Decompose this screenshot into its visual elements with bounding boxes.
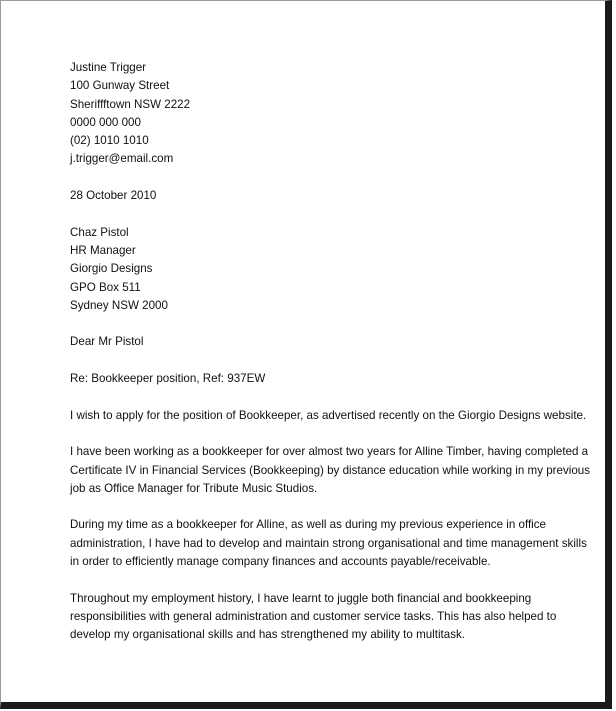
sender-address	[70, 59, 556, 169]
paragraph-line: During my time as a bookkeeper for Alline, as well as during my previous experience in office	[70, 518, 547, 532]
paragraph-line: job as Office Manager for Tribute Music Studios.	[70, 481, 318, 495]
recipient-city: Sydney NSW 2000	[70, 298, 168, 312]
recipient-name: Chaz Pistol	[70, 225, 129, 239]
letter-date: 28 October 2010	[70, 189, 157, 203]
letter-date-block	[70, 187, 556, 205]
sender-name: Justine Trigger	[70, 61, 147, 74]
salutation: Dear Mr Pistol	[70, 335, 144, 349]
cover-letter	[70, 59, 591, 663]
recipient-address	[70, 224, 556, 315]
subject-line: Re: Bookkeeper position, Ref: 937EW	[70, 372, 266, 386]
paragraph-line: I wish to apply for the position of Bookkeeper, as advertised recently on the Giorgio Designs website.	[70, 408, 587, 422]
recipient-po-box: GPO Box 511	[70, 280, 141, 294]
sender-city: Sheriffftown NSW 2222	[70, 97, 191, 111]
sender-phone: (02) 1010 1010	[70, 134, 149, 148]
sender-street: 100 Gunway Street	[70, 79, 170, 93]
paragraph-line: administration, I have had to develop and maintain strong organisational and time management skills	[70, 536, 587, 550]
recipient-company: Giorgio Designs	[70, 262, 153, 276]
salutation-block	[70, 333, 556, 351]
paragraph-line: Certificate IV in Financial Services (Bookkeeping) by distance education while working in my previous	[70, 463, 591, 477]
subject-block	[70, 370, 556, 388]
paragraph-line: responsibilities with general administration and customer service tasks. This has also helped to	[70, 609, 557, 623]
paragraph-line: I have been working as a bookkeeper for over almost two years for Alline Timber, having completed a	[70, 445, 589, 459]
paragraph-line: develop my organisational skills and has strengthened my ability to multitask.	[70, 628, 466, 642]
body-paragraph	[70, 407, 587, 425]
body-paragraph	[70, 590, 556, 645]
sender-mobile: 0000 000 000	[70, 115, 141, 129]
sender-email: j.trigger@email.com	[70, 152, 174, 166]
recipient-title: HR Manager	[70, 243, 136, 257]
paragraph-line: Throughout my employment history, I have learnt to juggle both financial and bookkeeping	[70, 591, 532, 605]
body-paragraph	[70, 443, 591, 498]
paragraph-line: in order to efficiently manage company finances and accounts payable/receivable.	[70, 555, 491, 569]
body-paragraph	[70, 516, 587, 571]
